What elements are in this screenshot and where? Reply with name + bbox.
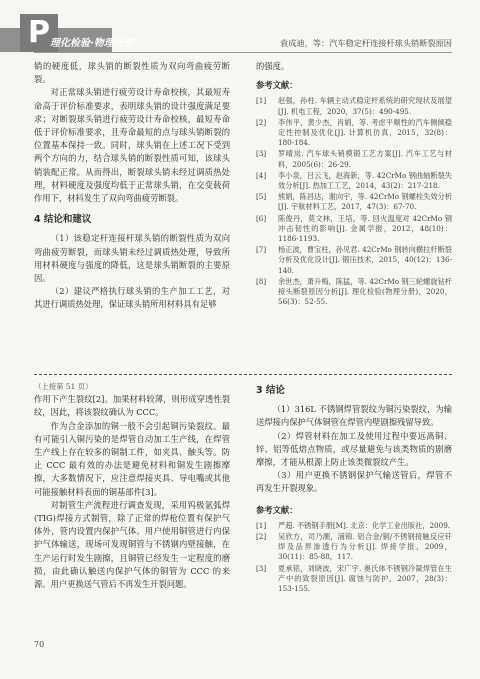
reference-number: [7] — [256, 245, 267, 255]
article-divider — [34, 374, 452, 375]
reference-number: [1] — [256, 520, 267, 530]
paragraph: （2）焊管材料在加工及使用过程中要远离铜、锌、铝等低熔点物质，或尽量避免与该类物质的剧磨摩擦，才能从根源上防止该类微裂纹产生。 — [256, 430, 452, 468]
paragraph: 对正常球头销进行疲劳设计寿命校核，其最短寿命高于评价标准要求，表明球头销的设计强度满足要求；对断裂球头销进行疲劳设计寿命校核，最短寿命低于评价标准要求，且寿命最短的点与球头销断裂的位置基本保持一致。同时，球头销在上述工况下受到两个方向的力，结合球头销的断裂性质可知，该球头销装配正常。从而得出，断裂球头销未经过调质热处理，材料硬度及强度均低于正常球头销，在交变载荷作用下，材料发生了双向弯曲疲劳断裂。 — [34, 87, 230, 204]
header-rule — [34, 52, 452, 53]
paragraph: 销的硬度低，球头销的断裂性质为双向弯曲疲劳断裂。 — [34, 61, 230, 85]
bottom-right-column — [256, 384, 452, 595]
references-title: 参考文献： — [256, 80, 298, 91]
paragraph: （2）建议严格执行球头销的生产加工工艺，对其进行调质热处理，保证球头销所用材料具有足够 — [34, 286, 230, 310]
paragraph: 作用下产生裂纹[2]。加果材料较薄，则形成穿透性裂纹，因此，将该裂纹确认为 CCC。 — [34, 394, 230, 418]
page-number: 70 — [34, 640, 45, 649]
reference-text: 熊娟，陈昌达，谢向宇，等. 42CrMo 钢螺栓失效分析[J]. 宇航材料工艺，2017，47(3)：67-70. — [278, 192, 452, 212]
paragraph: 对制管生产流程进行调查发现，采用钨极氩弧焊(TIG)焊接方式制管，除了正常的焊枪位置有保护气体外，管内设置内保护气体。用户使用铜管进行内保护气体输送，现场可发现铜管与不锈钢内壁接触，在生产运行时发生剧擦，且铜管已经发生一定程度的磨损，由此确认触送内保护气体的铜管为 CCC 的来源。用户更换送气管后不再发生开裂问题。 — [34, 499, 230, 590]
bottom-left-column — [34, 380, 230, 591]
reference-text: 罗晴岚. 汽车球头销模锻工艺方案[J]. 汽车工艺与材料，2005(6)：26-29. — [278, 149, 452, 169]
reference-item — [256, 532, 452, 563]
reference-number: [2] — [256, 532, 267, 542]
reference-item — [256, 192, 452, 212]
references-list — [256, 521, 452, 594]
continued-note: （上接第 51 页） — [34, 382, 93, 391]
reference-number: [6] — [256, 213, 267, 223]
reference-text: 杨正波，曹宝柱，孙见君. 42CrMo 钢转向横拉杆断裂分析及优化设计[J]. 锻压技术，2015，40(12)：136-140. — [278, 245, 452, 275]
reference-number: [5] — [256, 192, 267, 202]
reference-number: [3] — [256, 149, 267, 159]
reference-text: 余世杰，萧升梅，陈猛，等. 42CrMo 钢三轮螺旋钻杆接头断裂原因分析[J]. 理化检验(物理分册)，2020，56(3)：52-55. — [278, 276, 452, 307]
reference-text: 严超. 不锈钢手册[M]. 北京：化学工业出版社，2009. — [278, 520, 451, 530]
reference-item — [256, 149, 452, 169]
reference-item — [256, 245, 452, 276]
reference-text: 李小泉，吕云飞，赵海新，等. 42CrMo 钢曲轴断裂失效分析[J]. 热加工工艺，2014，43(2)：217-218. — [278, 170, 452, 191]
section-heading: 3 结论 — [256, 385, 285, 396]
reference-item — [256, 171, 452, 191]
top-right-column — [256, 60, 452, 308]
reference-text: 赵强，孙柱. 车辆主动式稳定杆系统的研究现状及展望[J]. 机电工程，2020，37(5)：490-495. — [278, 96, 452, 116]
running-title: 袁成迪，等：汽车稳定杆连接杆球头销断裂原因 — [280, 38, 452, 48]
reference-item — [256, 96, 452, 116]
journal-section-label: 理化检验·物理分册 — [50, 38, 134, 49]
reference-number: [3] — [256, 563, 267, 573]
paragraph: （1）316L 不锈钢焊管裂纹为铜污染裂纹，为输送焊接内保护气体铜管在焊管内壁剧擦残留导致。 — [256, 404, 452, 428]
references-list — [256, 96, 452, 307]
reference-number: [8] — [256, 276, 267, 286]
references-title: 参考文献： — [256, 504, 298, 515]
section-heading: 4 结论和建议 — [34, 214, 92, 226]
reference-item — [256, 564, 452, 595]
reference-item — [256, 214, 452, 245]
reference-text: 夏承铭，刘晓波，宋广宇. 奥氏体不锈钢冷凝焊管在生产中的致裂原因[J]. 腐蚀与防护，2007，28(3)：153-155. — [278, 563, 452, 594]
reference-item — [256, 521, 452, 531]
reference-item — [256, 118, 452, 149]
paragraph: （1）该稳定杆连接杆球头销的断裂性质为双向弯曲疲劳断裂，而球头销未经过调质热处理，导致所用材料硬度与强度的降低，这是球头销断裂的主要原因。 — [34, 233, 230, 284]
paragraph: （3）用户更换不锈钢保护气输送管后，焊管不再发生开裂现象。 — [256, 470, 452, 494]
reference-number: [4] — [256, 170, 267, 180]
paragraph: 的强度。 — [256, 61, 290, 71]
top-left-column — [34, 60, 230, 312]
reference-item — [256, 277, 452, 308]
reference-number: [2] — [256, 117, 267, 127]
reference-text: 陈俊丹，莫文林，王培，等. 回火温度对 42CrMo 钢冲击韧性的影响[J]. 金属学报，2012，48(10)：1186-1193. — [278, 213, 452, 244]
journal-logo-icon: P — [20, 14, 58, 52]
reference-text: 吴欣方，司乃潮，浦锦. 铝合金/铜/不锈钢接触反应钎焊及品界渗透行为分析[J]. 焊接学报，2009，30(11)：85-88，117. — [278, 532, 452, 562]
paragraph: 作为合金添加的铜一般不会引起铜污染裂纹。最有可能引入铜污染的是焊管自动加工生产线，在焊管生产线上存在较多的铜制工件，如夹具、触头等。防止 CCC 最有效的办法是避免材料和铜发生剧擦摩擦，大多数情况下，应注意焊接夹具、导电嘴或其他可能接触材料表面的铜基部件[3]。 — [34, 420, 230, 497]
reference-text: 李伟平，黄少杰，肖娟，等. 考虑平顺性的汽车侧倾稳定性控制及优化[J]. 计算机仿真，2015，32(8)：180-184. — [278, 117, 452, 148]
reference-number: [1] — [256, 96, 267, 106]
